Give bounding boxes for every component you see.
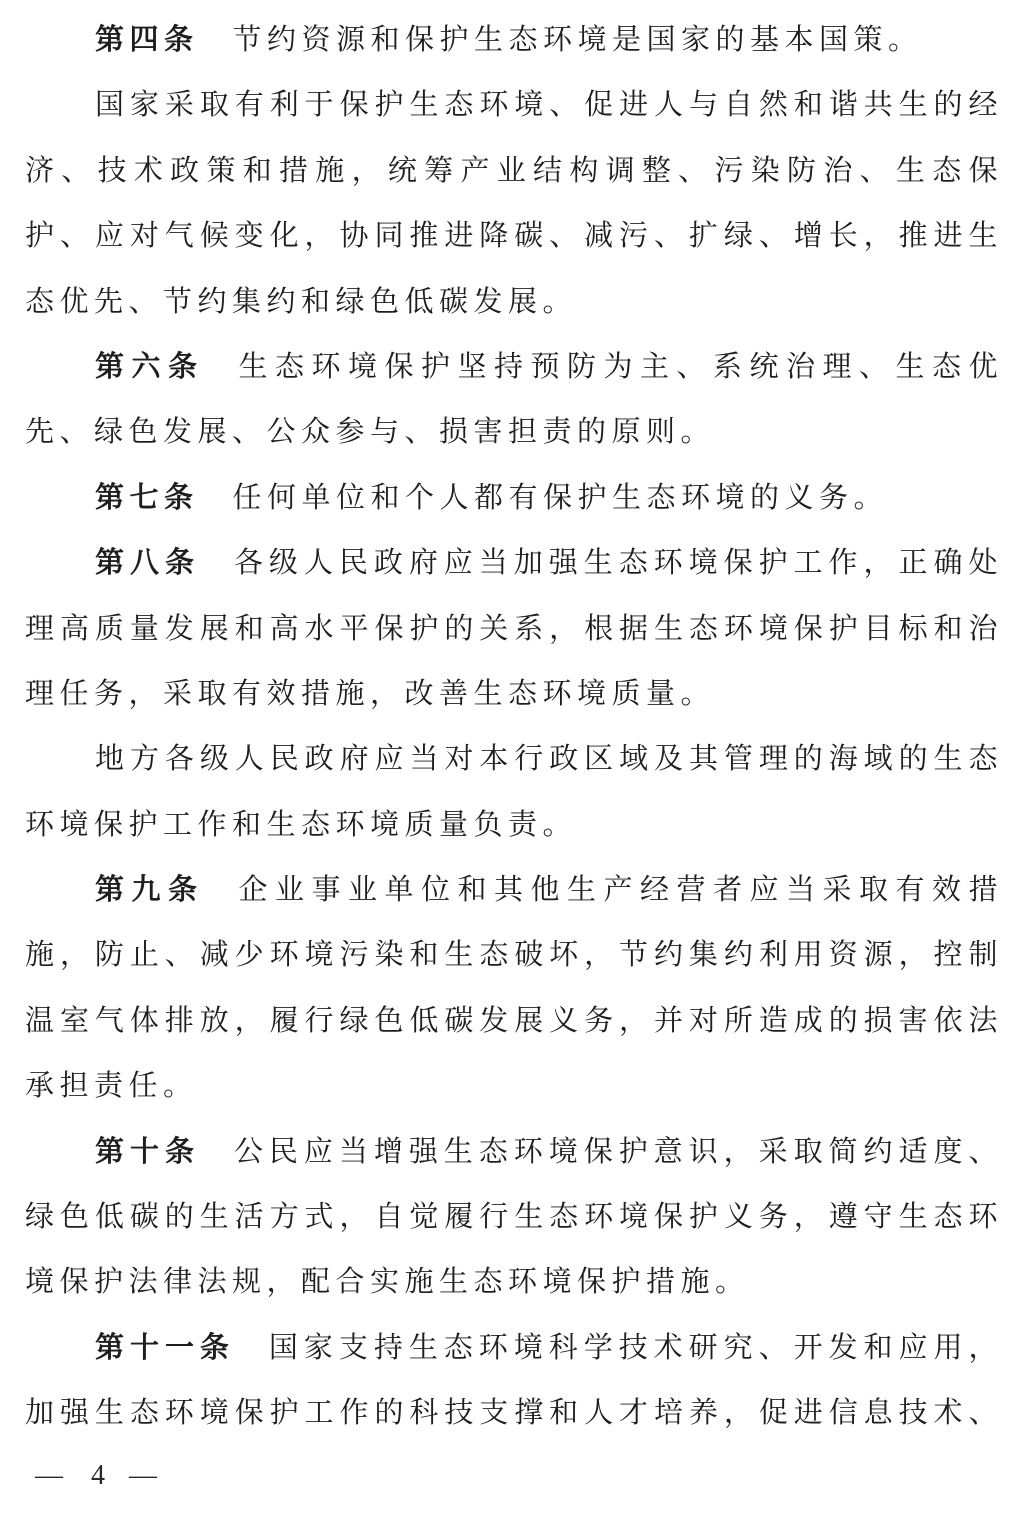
article-8-paragraph [25, 530, 1003, 726]
paragraph-line [25, 857, 1003, 922]
paragraph-line: 加强生态环境保护工作的科技支撑和人才培养，促进信息技术、 [25, 1395, 1003, 1430]
article-label: 第十条 [95, 1133, 200, 1168]
article-label: 第六条 [95, 348, 205, 383]
article-label: 第九条 [95, 872, 205, 907]
paragraph-line [25, 1315, 1003, 1380]
line-text: 国家支持生态环境科学技术研究、开发和应用， [268, 1329, 1003, 1364]
line-text: 公民应当增强生态环境保护意识，采取简约适度、 [233, 1133, 1003, 1168]
unlabeled-paragraph-2 [25, 726, 1003, 857]
paragraph-line: 济、技术政策和措施，统筹产业结构调整、污染防治、生态保 [25, 152, 1003, 187]
article-label: 第十一条 [95, 1329, 235, 1364]
paragraph-line: 境保护法律法规，配合实施生态环境保护措施。 [25, 1264, 750, 1299]
paragraph-line: 理任务，采取有效措施，改善生态环境质量。 [25, 675, 716, 710]
article-10-paragraph [25, 1119, 1003, 1315]
paragraph-line: 承担责任。 [25, 1068, 198, 1103]
article-label: 第八条 [95, 545, 200, 580]
line-text: 任何单位和个人都有保护生态环境的义务。 [232, 479, 889, 514]
page-number: 4 [91, 1460, 105, 1491]
line-text: 生态环境保护坚持预防为主、系统治理、生态优 [238, 348, 1003, 383]
paragraph-line: 理高质量发展和高水平保护的关系，根据生态环境保护目标和治 [25, 610, 1003, 645]
paragraph-line: 温室气体排放，履行绿色低碳发展义务，并对所造成的损害依法 [25, 1002, 1003, 1037]
article-label: 第七条 [95, 479, 199, 514]
paragraph-line [25, 334, 1003, 399]
paragraph-line: 环境保护工作和生态环境质量负责。 [25, 806, 578, 841]
paragraph-line [25, 1119, 1003, 1184]
paragraph-line: 国家采取有利于保护生态环境、促进人与自然和谐共生的经 [95, 87, 1003, 122]
paragraph-line: 绿色低碳的生活方式，自觉履行生态环境保护义务，遵守生态环 [25, 1199, 1003, 1234]
article-4-paragraph [25, 7, 1003, 72]
document-body [25, 7, 1003, 1446]
paragraph-line: 态优先、节约集约和绿色低碳发展。 [25, 283, 578, 318]
article-7-paragraph [25, 465, 1003, 530]
line-text: 节约资源和保护生态环境是国家的基本国策。 [232, 22, 923, 56]
line-text: 各级人民政府应当加强生态环境保护工作，正确处 [233, 545, 1003, 580]
footer-dash-left: — [35, 1460, 63, 1491]
paragraph-line [25, 530, 1003, 595]
article-label: 第四条 [95, 22, 199, 56]
article-11-paragraph [25, 1315, 1003, 1446]
page-footer [35, 1458, 157, 1494]
paragraph-line: 施，防止、减少环境污染和生态破坏，节约集约利用资源，控制 [25, 937, 1003, 972]
paragraph-line [25, 7, 1003, 72]
paragraph-line: 先、绿色发展、公众参与、损害担责的原则。 [25, 414, 716, 449]
article-9-paragraph [25, 857, 1003, 1119]
paragraph-line: 地方各级人民政府应当对本行政区域及其管理的海域的生态 [95, 741, 1003, 776]
unlabeled-paragraph-1 [25, 72, 1003, 334]
paragraph-line: 护、应对气候变化，协同推进降碳、减污、扩绿、增长，推进生 [25, 218, 1003, 253]
line-text: 企业事业单位和其他生产经营者应当采取有效措 [238, 872, 1003, 907]
article-6-paragraph [25, 334, 1003, 465]
paragraph-line [25, 465, 1003, 530]
footer-dash-right: — [129, 1460, 157, 1491]
